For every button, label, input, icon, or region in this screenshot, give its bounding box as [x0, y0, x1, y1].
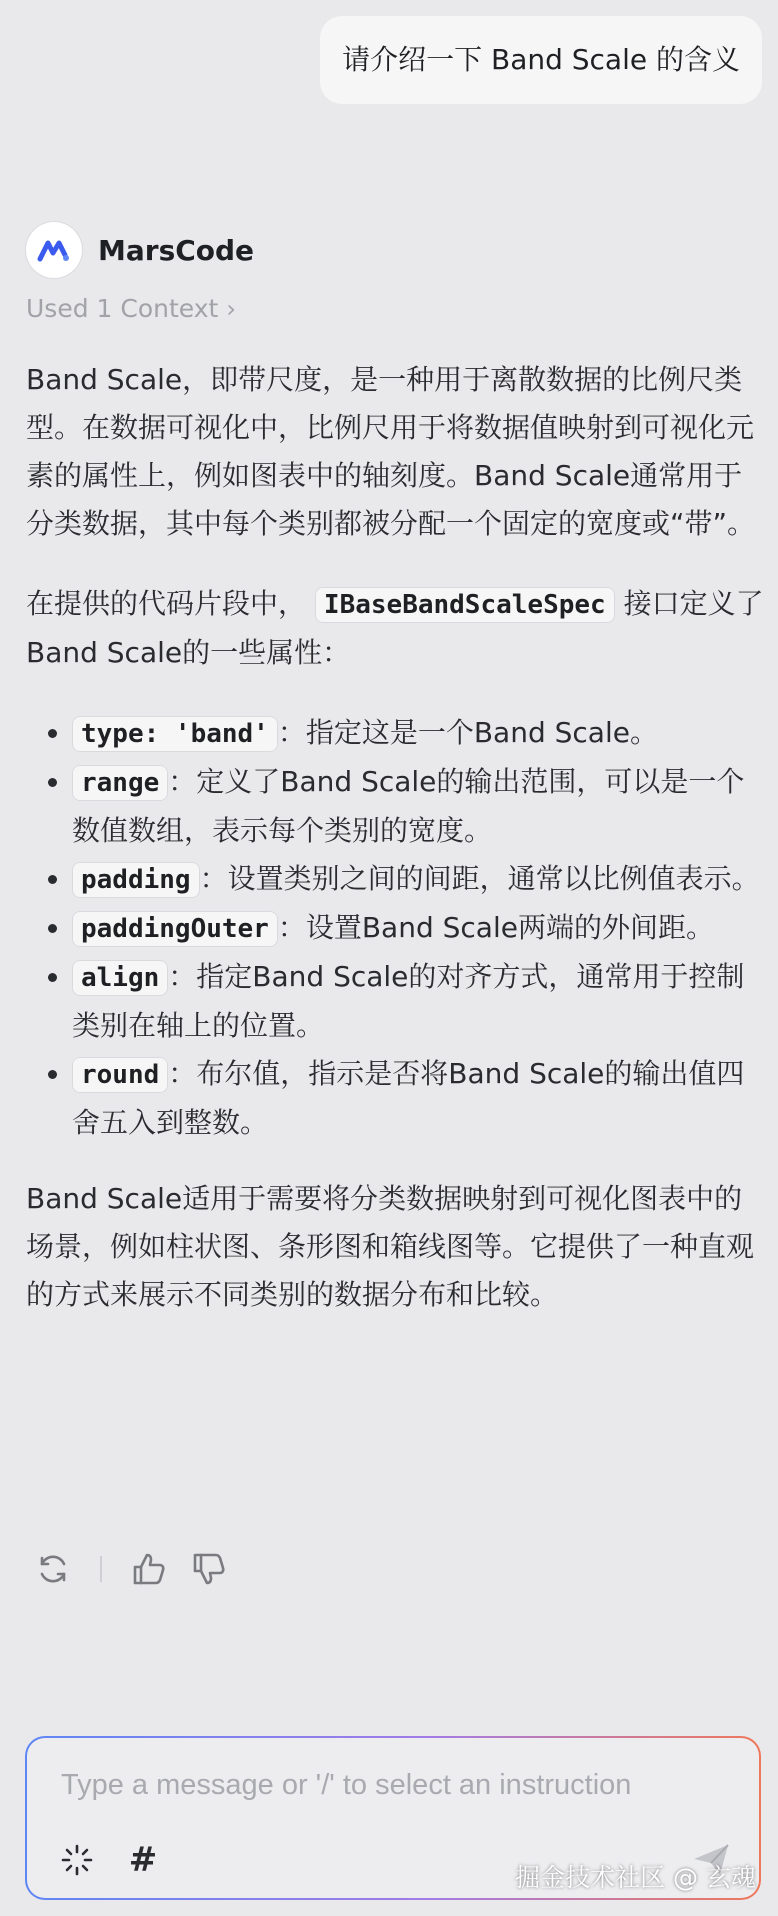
properties-list [26, 709, 766, 1147]
actions-divider [100, 1556, 102, 1582]
list-item [72, 1050, 766, 1147]
inline-code: paddingOuter [72, 911, 278, 947]
user-message-text: 请介绍一下 Band Scale 的含义 [342, 43, 740, 76]
list-item [72, 709, 766, 758]
chevron-right-icon: › [226, 294, 236, 323]
list-item [72, 904, 766, 953]
context-label: Used 1 Context [26, 294, 219, 323]
list-item [72, 855, 766, 904]
list-item-desc: ：定义了Band Scale的输出范围，可以是一个数值数组，表示每个类别的宽度。 [72, 765, 745, 847]
assistant-header [26, 222, 254, 278]
regenerate-icon[interactable] [30, 1546, 76, 1592]
list-item-desc: ：布尔值，指示是否将Band Scale的输出值四舍五入到整数。 [72, 1057, 745, 1139]
inline-code: IBaseBandScaleSpec [315, 587, 615, 623]
code-intro-before: 在提供的代码片段中， [26, 587, 307, 620]
inline-code: type: 'band' [72, 716, 278, 752]
used-context-link[interactable] [26, 294, 236, 323]
composer-tools [55, 1838, 187, 1882]
inline-code: round [72, 1057, 168, 1093]
code-intro-after: 接口定义了Band Scale的一些属性： [26, 587, 764, 669]
sparkle-icon[interactable] [55, 1838, 99, 1882]
inline-code: range [72, 765, 168, 801]
inline-code: align [72, 960, 168, 996]
list-item-desc: ：设置类别之间的间距，通常以比例值表示。 [199, 862, 760, 895]
list-item-desc: ：指定Band Scale的对齐方式，通常用于控制类别在轴上的位置。 [72, 960, 745, 1042]
thumbs-down-icon[interactable] [186, 1546, 232, 1592]
answer-code-intro [26, 580, 766, 677]
thumbs-up-icon[interactable] [126, 1546, 172, 1592]
user-message-bubble [320, 16, 762, 104]
message-input[interactable] [59, 1768, 743, 1803]
list-item [72, 758, 766, 855]
message-actions [30, 1546, 232, 1592]
list-item-desc: ：设置Band Scale两端的外间距。 [277, 911, 714, 944]
answer-intro: Band Scale，即带尺度，是一种用于离散数据的比例尺类型。在数据可视化中，比例尺用于将数据值映射到可视化元素的属性上，例如图表中的轴刻度。Band Scale通常用于分类数据，其中每个类别都被分配一个固定的宽度或“带”。 [26, 363, 756, 540]
marscode-logo-icon [26, 222, 82, 278]
assistant-name: MarsCode [98, 233, 255, 267]
inline-code: padding [72, 862, 200, 898]
hash-icon[interactable]: # [128, 1840, 158, 1880]
assistant-answer [26, 356, 766, 1351]
watermark: 掘金技术社区 @ 玄魂 [515, 1863, 756, 1892]
list-item-desc: ：指定这是一个Band Scale。 [277, 716, 658, 749]
answer-conclusion: Band Scale适用于需要将分类数据映射到可视化图表中的场景，例如柱状图、条形图和箱线图等。它提供了一种直观的方式来展示不同类别的数据分布和比较。 [26, 1182, 755, 1311]
list-item [72, 953, 766, 1050]
